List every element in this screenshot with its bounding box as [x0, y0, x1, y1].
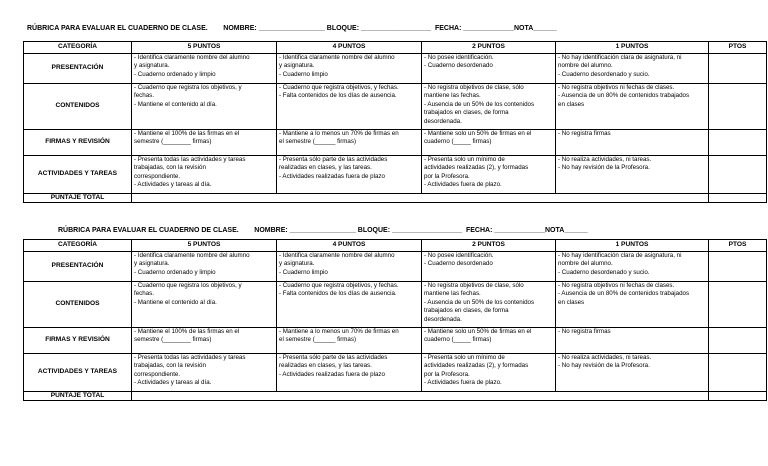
table-row	[24, 282, 767, 328]
cell-4-points: - Mantiene a lo menos un 70% de firmas en el semestre (______ firmas)	[277, 130, 422, 156]
cell-2-points: - Presenta solo un mínimo de actividades realizadas (2), y formadas por la Profesora. - Actividades fuera de plazo.	[422, 156, 556, 194]
col-header-2-points: 2 PUNTOS	[422, 42, 556, 54]
cell-1-points: - No registra firmas	[556, 328, 709, 354]
col-header-1-points: 1 PUNTOS	[556, 240, 709, 252]
cell-1-points: - No realiza actividades, ni tareas. - No hay revisión de la Profesora.	[556, 156, 709, 194]
col-header-5-points: 5 PUNTOS	[132, 42, 277, 54]
cell-5-points: - Identifica claramente nombre del alumno y asignatura. - Cuaderno ordenado y limpio	[132, 54, 277, 84]
col-header-ptos: PTOS	[709, 42, 767, 54]
rubric-table	[23, 239, 767, 401]
col-header-4-points: 4 PUNTOS	[277, 42, 422, 54]
col-header-category: CATEGORÍA	[24, 42, 132, 54]
category-cell: FIRMAS Y REVISIÓN	[24, 130, 132, 156]
cell-5-points: - Mantiene el 100% de las firmas en el semestre (________ firmas)	[132, 130, 277, 156]
cell-1-points: - No hay identificación clara de asignatura, ni nombre del alumno. - Cuaderno desordenado y sucio.	[556, 252, 709, 282]
score-cell[interactable]	[709, 130, 767, 156]
total-row	[24, 392, 767, 401]
category-cell: ACTIVIDADES Y TAREAS	[24, 354, 132, 392]
header-row	[24, 42, 767, 54]
cell-5-points: - Cuaderno que registra los objetivos, y fechas. - Mantiene el contenido al día.	[132, 84, 277, 130]
cell-5-points: - Presenta todas las actividades y tareas trabajadas, con la revisión correspondiente. - Actividades y tareas al día.	[132, 156, 277, 194]
header-row	[24, 240, 767, 252]
rubric-table	[23, 41, 767, 203]
table-row	[24, 84, 767, 130]
category-cell: PRESENTACIÓN	[24, 54, 132, 84]
cell-1-points: - No realiza actividades, ni tareas. - No hay revisión de la Profesora.	[556, 354, 709, 392]
score-cell[interactable]	[709, 252, 767, 282]
cell-5-points: - Presenta todas las actividades y tareas trabajadas, con la revisión correspondiente. - Actividades y tareas al día.	[132, 354, 277, 392]
rubric-header: RÚBRICA PARA EVALUAR EL CUADERNO DE CLASE. NOMBRE: _________________ BLOQUE: __________________ FECHA: _____________NOTA______	[27, 25, 557, 32]
col-header-4-points: 4 PUNTOS	[277, 240, 422, 252]
category-cell: CONTENIDOS	[24, 84, 132, 130]
cell-1-points: - No hay identificación clara de asignatura, ni nombre del alumno. - Cuaderno desordenado y sucio.	[556, 54, 709, 84]
score-cell[interactable]	[709, 328, 767, 354]
cell-2-points: - Mantiene solo un 50% de firmas en el cuaderno (_____ firmas)	[422, 328, 556, 354]
cell-4-points: - Presenta sólo parte de las actividades realizadas en clases, y las tareas. - Actividades realizadas fuera de plazo	[277, 354, 422, 392]
cell-2-points: - No posee identificación. - Cuaderno desordenado	[422, 54, 556, 84]
cell-2-points: - No registra objetivos de clase, sólo mantiene las fechas. - Ausencia de un 50% de los contenidos trabajados en clases, de forma desordenada.	[422, 282, 556, 328]
category-cell: PRESENTACIÓN	[24, 252, 132, 282]
col-header-ptos: PTOS	[709, 240, 767, 252]
cell-4-points: - Cuaderno que registra objetivos, y fechas. - Falta contenidos de los días de ausencia.	[277, 282, 422, 328]
cell-4-points: - Mantiene a lo menos un 70% de firmas en el semestre (______ firmas)	[277, 328, 422, 354]
cell-2-points: - Presenta solo un mínimo de actividades realizadas (2), y formadas por la Profesora. - Actividades fuera de plazo.	[422, 354, 556, 392]
score-cell[interactable]	[709, 84, 767, 130]
score-cell[interactable]	[709, 354, 767, 392]
total-label: PUNTAJE TOTAL	[24, 392, 132, 401]
col-header-5-points: 5 PUNTOS	[132, 240, 277, 252]
cell-4-points: - Cuaderno que registra objetivos, y fechas. - Falta contenidos de los días de ausencia.	[277, 84, 422, 130]
total-value-cell	[132, 194, 709, 203]
total-score-cell[interactable]	[709, 194, 767, 203]
col-header-1-points: 1 PUNTOS	[556, 42, 709, 54]
score-cell[interactable]	[709, 282, 767, 328]
score-cell[interactable]	[709, 156, 767, 194]
cell-5-points: - Mantiene el 100% de las firmas en el semestre (________ firmas)	[132, 328, 277, 354]
category-cell: FIRMAS Y REVISIÓN	[24, 328, 132, 354]
cell-4-points: - Identifica claramente nombre del alumno y asignatura. - Cuaderno limpio	[277, 54, 422, 84]
category-cell: CONTENIDOS	[24, 282, 132, 328]
rubric-header: RÚBRICA PARA EVALUAR EL CUADERNO DE CLASE. NOMBRE: _________________ BLOQUE: __________________ FECHA: _____________NOTA______	[58, 227, 588, 234]
category-cell: ACTIVIDADES Y TAREAS	[24, 156, 132, 194]
total-row	[24, 194, 767, 203]
table-row	[24, 54, 767, 84]
cell-4-points: - Presenta sólo parte de las actividades realizadas en clases, y las tareas. - Actividades realizadas fuera de plazo	[277, 156, 422, 194]
cell-2-points: - Mantiene solo un 50% de firmas en el cuaderno (_____ firmas)	[422, 130, 556, 156]
cell-4-points: - Identifica claramente nombre del alumno y asignatura. - Cuaderno limpio	[277, 252, 422, 282]
cell-2-points: - No registra objetivos de clase, sólo mantiene las fechas. - Ausencia de un 50% de los contenidos trabajados en clases, de forma desordenada.	[422, 84, 556, 130]
cell-2-points: - No posee identificación. - Cuaderno desordenado	[422, 252, 556, 282]
table-row	[24, 354, 767, 392]
cell-1-points: - No registra firmas	[556, 130, 709, 156]
cell-5-points: - Cuaderno que registra los objetivos, y fechas. - Mantiene el contenido al día.	[132, 282, 277, 328]
col-header-2-points: 2 PUNTOS	[422, 240, 556, 252]
total-label: PUNTAJE TOTAL	[24, 194, 132, 203]
col-header-category: CATEGORÍA	[24, 240, 132, 252]
total-value-cell	[132, 392, 709, 401]
table-row	[24, 156, 767, 194]
table-row	[24, 328, 767, 354]
cell-5-points: - Identifica claramente nombre del alumno y asignatura. - Cuaderno ordenado y limpio	[132, 252, 277, 282]
table-row	[24, 130, 767, 156]
cell-1-points: - No registra objetivos ni fechas de clases. - Ausencia de un 80% de contenidos trabajados en clases	[556, 282, 709, 328]
table-row	[24, 252, 767, 282]
cell-1-points: - No registra objetivos ni fechas de clases. - Ausencia de un 80% de contenidos trabajados en clases	[556, 84, 709, 130]
total-score-cell[interactable]	[709, 392, 767, 401]
score-cell[interactable]	[709, 54, 767, 84]
